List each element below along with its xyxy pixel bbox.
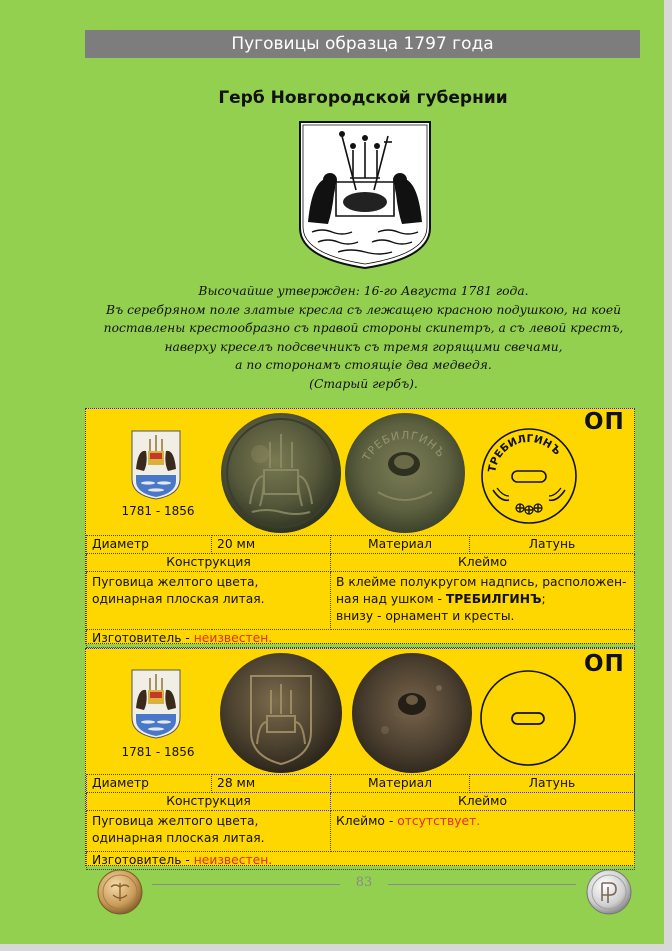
page-title: Пуговицы образца 1797 года: [231, 34, 494, 54]
diameter-value: 28 мм: [212, 775, 331, 793]
previous-page-button[interactable]: [97, 869, 143, 915]
mark-value: [331, 811, 635, 852]
maker-label: Изготовитель -: [92, 631, 194, 645]
material-value: Латунь: [470, 536, 635, 554]
spec-row-details: [87, 811, 635, 852]
op-label: ОП: [584, 409, 625, 435]
mark-prefix: Клеймо -: [336, 814, 398, 828]
spec-row-headers: [87, 554, 635, 572]
page-shadow-bottom: [0, 944, 672, 951]
decree-line: наверху креселъ подсвечникъ съ тремя горящими свечами,: [164, 339, 563, 354]
construction-value: Пуговица желтого цвета, одинарная плоская литая.: [87, 572, 331, 630]
svg-text:ТРЕБИЛГИНЪ: [486, 433, 563, 473]
footer-divider-left: [152, 884, 340, 885]
maker-label: Изготовитель -: [92, 853, 194, 867]
maker-mark-drawing-icon: [479, 426, 579, 526]
spec-row-maker: [87, 630, 635, 648]
construction-label: Конструкция: [87, 793, 331, 811]
footer-divider-right: [388, 884, 576, 885]
spec-table: [86, 535, 635, 648]
material-label: Материал: [331, 536, 470, 554]
mark-value: [331, 572, 635, 630]
decree-line: Въ серебряном поле златые кресла съ лежащею красною подушкою, на коей: [105, 302, 622, 317]
mark-text-line: ;: [541, 592, 546, 606]
novgorod-coat-of-arms-icon: [298, 120, 432, 270]
button-photo-front-icon: [219, 652, 343, 774]
next-page-button[interactable]: [586, 869, 632, 915]
diameter-label: Диаметр: [87, 775, 212, 793]
mark-label: Клеймо: [331, 554, 635, 572]
op-label: ОП: [584, 651, 625, 677]
decree-line: поставлены крестообразно съ правой стороны скипетръ, а съ левой крестъ,: [103, 321, 624, 336]
spec-row-maker: [87, 852, 635, 870]
decree-text: [86, 282, 641, 394]
button-photo-area: [86, 409, 634, 535]
page-number: 83: [355, 875, 373, 890]
button-photo-area: [86, 649, 634, 774]
button-photo-back-icon: [351, 652, 473, 774]
mark-inscription: ТРЕБИЛГИНЪ: [445, 592, 542, 606]
mark-text-line: ная над ушком -: [336, 592, 446, 606]
decree-line: а по сторонамъ стоящiе два медведя.: [235, 358, 492, 373]
maker-cell: [87, 852, 635, 870]
mark-status: отсутствует.: [397, 814, 481, 828]
decree-line: (Старый гербъ).: [309, 376, 418, 391]
material-label: Материал: [331, 775, 470, 793]
mark-drawing-text: ТРЕБИЛГИНЪ: [486, 432, 563, 474]
construction-value: Пуговица желтого цвета, одинарная плоская литая.: [87, 811, 331, 852]
years-range: 1781 - 1856: [121, 504, 195, 518]
svg-text:ТРЕБИЛГИНЪ: ТРЕБИЛГИНЪ: [360, 428, 448, 464]
maker-value: неизвестен.: [193, 853, 273, 867]
region-title: Герб Новгородской губернии: [218, 88, 508, 108]
mini-coat-of-arms-icon: [130, 429, 182, 501]
mark-label: Клеймо: [331, 793, 635, 811]
spec-row-details: [87, 572, 635, 630]
button-photo-back-icon: [344, 412, 466, 534]
maker-mark-drawing-icon: [478, 668, 578, 768]
maker-cell: [87, 630, 635, 648]
years-range: 1781 - 1856: [121, 745, 195, 759]
page-shadow-right: [664, 0, 672, 951]
button-photo-front-icon: [220, 412, 342, 534]
spec-table: [86, 774, 635, 870]
diameter-label: Диаметр: [87, 536, 212, 554]
header-bar: [85, 30, 640, 58]
mark-text-line: внизу - орнамент и кресты.: [336, 609, 515, 623]
button-card: [85, 408, 635, 644]
spec-row-headers: [87, 793, 635, 811]
decree-line: Высочайше утвержден: 16-го Августа 1781 года.: [198, 284, 529, 298]
spec-row-diameter-material: [87, 775, 635, 793]
construction-label: Конструкция: [87, 554, 331, 572]
diameter-value: 20 мм: [212, 536, 331, 554]
button-card: [85, 648, 635, 866]
material-value: Латунь: [470, 775, 635, 793]
mark-text-line: В клейме полукругом надпись, расположен-: [336, 575, 627, 589]
spec-row-diameter-material: [87, 536, 635, 554]
maker-value: неизвестен.: [193, 631, 273, 645]
mini-coat-of-arms-icon: [130, 668, 182, 740]
